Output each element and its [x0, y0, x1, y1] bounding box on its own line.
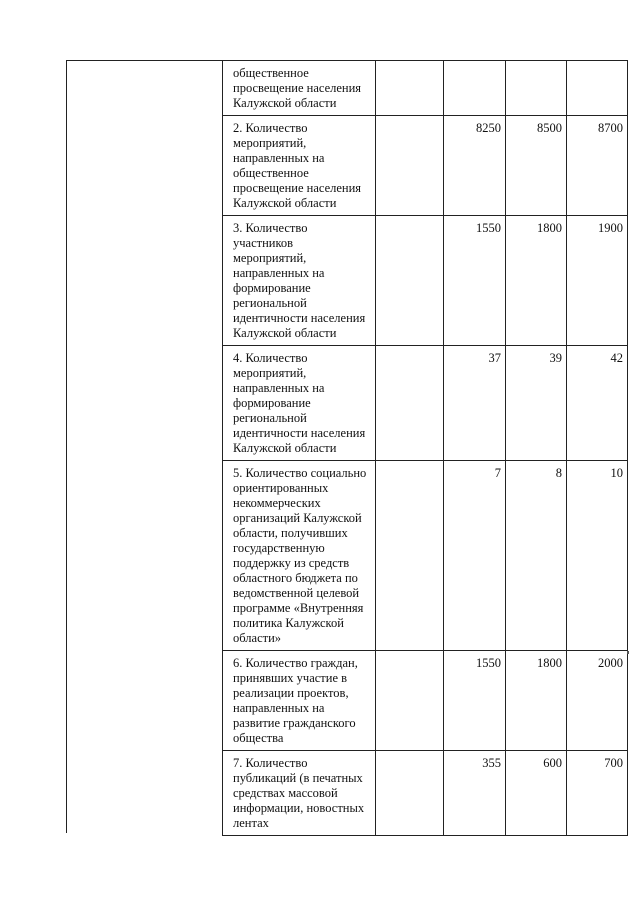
- indicator-cell: [223, 216, 376, 346]
- table-row: [223, 651, 628, 751]
- indicator-text: 2. Количество мероприятий, направленных на общественное просвещение населения Калужской области: [233, 121, 362, 210]
- indicator-cell: [223, 651, 376, 751]
- value-cell-1: [376, 461, 444, 651]
- value-cell-2: 37: [444, 346, 506, 461]
- table-row: [223, 461, 628, 651]
- value-cell-4: 10: [567, 461, 628, 651]
- indicator-text: 4. Количество мероприятий, направленных на формирование региональной идентичности населения Калужской области: [233, 351, 366, 455]
- indicator-cell: [223, 751, 376, 836]
- table-row: [223, 751, 628, 836]
- indicator-text: 6. Количество граждан, принявших участие в реализации проектов, направленных на развитие гражданского общества: [233, 656, 358, 745]
- value-cell-1: [376, 61, 444, 116]
- indicator-text: 3. Количество участников мероприятий, направленных на формирование региональной идентичности населения Калужской области: [233, 221, 366, 340]
- value-cell-3: [506, 61, 567, 116]
- value-cell-1: [376, 651, 444, 751]
- indicator-cell: [223, 116, 376, 216]
- indicator-text: 7. Количество публикаций (в печатных средствах массовой информации, новостных лентах: [233, 756, 365, 830]
- value-cell-2: 7: [444, 461, 506, 651]
- value-cell-3: 1800: [506, 651, 567, 751]
- indicator-cell: [223, 346, 376, 461]
- value-cell-2: 355: [444, 751, 506, 836]
- table-row: [223, 116, 628, 216]
- left-column-top-border: [66, 60, 222, 61]
- value-cell-3: 1800: [506, 216, 567, 346]
- indicator-text: общественное просвещение населения Калужской области: [233, 66, 362, 110]
- table-row: [223, 216, 628, 346]
- value-cell-4: [567, 61, 628, 116]
- value-cell-4: 2000: [567, 651, 628, 751]
- value-cell-4: 8700: [567, 116, 628, 216]
- value-cell-2: 8250: [444, 116, 506, 216]
- value-cell-1: [376, 751, 444, 836]
- value-cell-3: 600: [506, 751, 567, 836]
- value-cell-1: [376, 346, 444, 461]
- value-cell-4: 42: [567, 346, 628, 461]
- indicator-cell: [223, 461, 376, 651]
- value-cell-2: 1550: [444, 216, 506, 346]
- scan-mark: [627, 651, 629, 654]
- table-row: [223, 61, 628, 116]
- value-cell-2: 1550: [444, 651, 506, 751]
- indicator-cell: [223, 61, 376, 116]
- value-cell-4: 1900: [567, 216, 628, 346]
- value-cell-1: [376, 216, 444, 346]
- value-cell-3: 8500: [506, 116, 567, 216]
- value-cell-3: 39: [506, 346, 567, 461]
- value-cell-1: [376, 116, 444, 216]
- indicator-text: 5. Количество социально ориентированных некоммерческих организаций Калужской области, получивших государственную поддержку из средств областного бюджета по ведомственной целевой программе «Внутренняя политика Калужской области»: [233, 466, 367, 645]
- value-cell-4: 700: [567, 751, 628, 836]
- left-column-border: [66, 60, 67, 833]
- value-cell-3: 8: [506, 461, 567, 651]
- indicators-table: [222, 60, 628, 836]
- table-row: [223, 346, 628, 461]
- value-cell-2: [444, 61, 506, 116]
